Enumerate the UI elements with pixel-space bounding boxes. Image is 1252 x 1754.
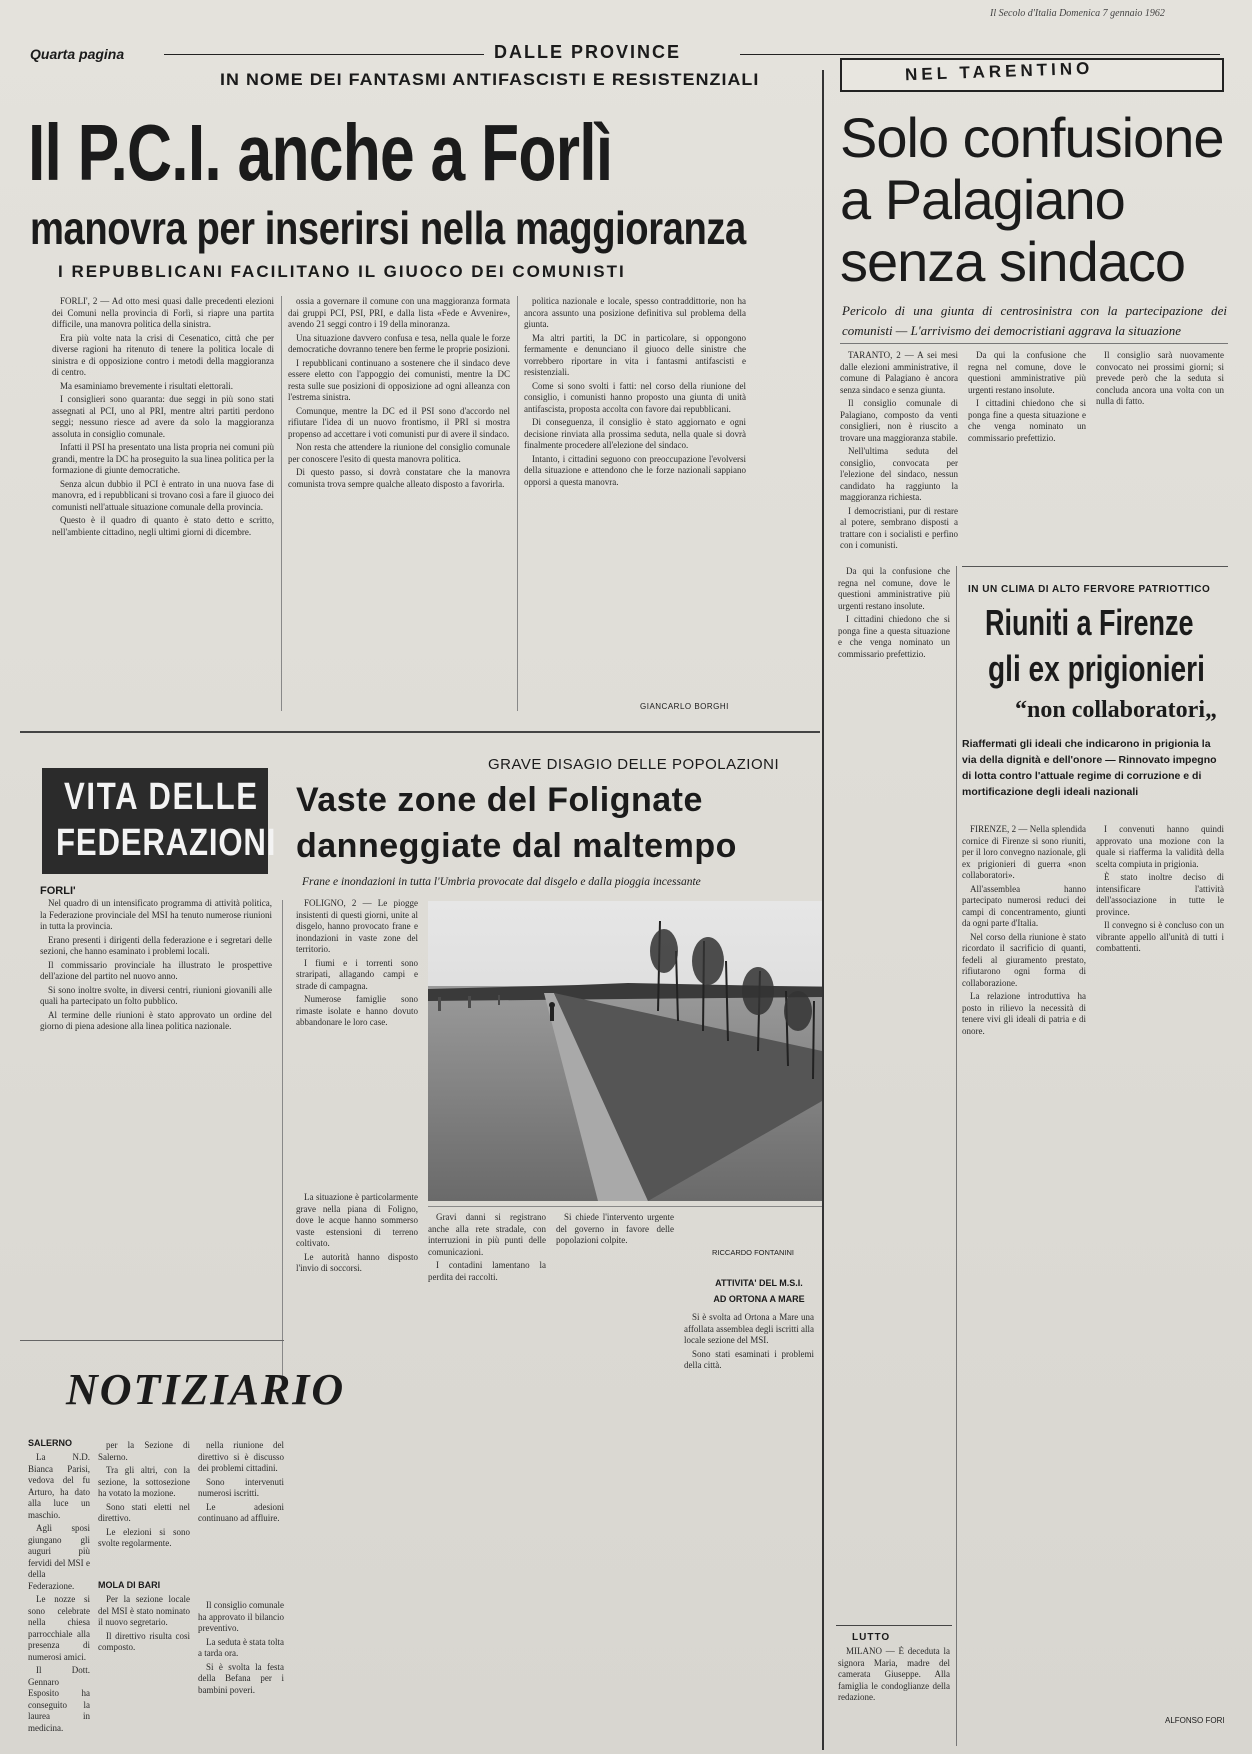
horizontal-divider (20, 731, 820, 733)
paragraph: La relazione introduttiva ha posto in rilievo la necessità di tenere vivi gli ideali di patria e di onore. (962, 991, 1086, 1036)
firenze-byline: ALFONSO FORI (1165, 1716, 1225, 1725)
paragraph: Nel corso della riunione è stato ricordato il sacrificio di quanti, fedeli al giuramento prestato, rifiutarono ogni forma di collaborazione. (962, 931, 1086, 988)
foligno-column-2 (428, 1212, 546, 1732)
paragraph: Come si sono svolti i fatti: nel corso della riunione del consiglio, i comunisti hanno proposto una giunta di unità antifascista, proposta accolta con favore dai repubblicani. (524, 380, 746, 414)
notiziario-title: NOTIZIARIO (66, 1365, 346, 1414)
masthead-date: Il Secolo d'Italia Domenica 7 gennaio 1962 (990, 8, 1165, 19)
paragraph: Il Dott. Gennaro Esposito ha conseguito la laurea in medicina. (28, 1665, 90, 1733)
paragraph: Da qui la confusione che regna nel comune, dove le questioni amministrative più urgenti restano insolute. (968, 350, 1086, 395)
paragraph: Il direttivo risulta così composto. (98, 1630, 190, 1652)
paragraph: La seduta è stata tolta a tarda ora. (198, 1636, 284, 1658)
notiziario-city-1: SALERNO (28, 1438, 73, 1448)
paragraph: Questo è il quadro di quanto è stato detto e scritto, nell'ambiente cittadino, negli ultimi giorni di dicembre. (52, 515, 274, 537)
page-vertical-divider (822, 70, 824, 1750)
firenze-column-2 (1096, 824, 1224, 1704)
paragraph: Infatti il PSI ha presentato una lista propria nei comuni più grandi, mentre la DC ha proseguito la sua linea politica per la formazione di giunte democratiche. (52, 442, 274, 475)
paragraph: TARANTO, 2 — A sei mesi dalle elezioni amministrative, il comune di Palagiano è ancora senza sindaco e senza giunta. (840, 350, 958, 395)
header-rule-left (164, 54, 484, 55)
paragraph: Nel quadro di un intensificato programma di attività politica, la Federazione provinciale del MSI ha tenuto numerose riunioni in tutta la provincia. (40, 898, 272, 931)
lutto-title: LUTTO (852, 1632, 891, 1643)
paragraph: Sono stati eletti nel direttivo. (98, 1501, 190, 1523)
notiziario-city-2: MOLA DI BARI (98, 1580, 161, 1590)
foligno-headline-1: Vaste zone del Folignate (296, 781, 703, 819)
notiziario-rule (20, 1340, 284, 1341)
header-rule-right (740, 54, 1220, 55)
forli-column-1 (52, 296, 274, 711)
federazioni-banner-line-2: FEDERAZIONI (56, 822, 277, 864)
paragraph: La situazione è particolarmente grave nella piana di Foligno, dove le acque hanno sommerso vaste estensioni di terreno coltivato. (296, 1192, 418, 1248)
paragraph: Le elezioni si sono svolte regolarmente. (98, 1526, 190, 1548)
paragraph: Nell'ultima seduta del consiglio, convocata per l'elezione del sindaco, nessun candidato ha raggiunto la maggioranza richiesta. (840, 446, 958, 502)
foligno-column-1-cont (296, 1192, 418, 1732)
notiziario-column-2 (98, 1440, 190, 1570)
paragraph: All'assemblea hanno partecipato numerosi reduci dei campi di concentramento, giunti da ogni parte d'Italia. (962, 883, 1086, 928)
paragraph: per la Sezione di Salerno. (98, 1440, 190, 1462)
paragraph: Ma esaminiamo brevemente i risultati elettorali. (60, 380, 233, 391)
federazioni-city: FORLI' (40, 885, 76, 897)
column-divider (282, 900, 283, 1380)
paragraph: Non resta che attendere la riunione del consiglio comunale per conoscere l'esito di questa manovra politica. (288, 442, 510, 464)
federazioni-column (40, 898, 272, 1328)
foligno-headline-2: danneggiate dal maltempo (296, 827, 737, 865)
paragraph: Il consiglio sarà nuovamente convocato nei prossimi giorni; si prevede però che la seduta si concluda ancora una volta con un nulla di fatto. (1096, 350, 1224, 406)
paragraph: Si sono inoltre svolte, in diversi centri, riunioni giovanili alle quali ha partecipato un folto pubblico. (40, 984, 272, 1006)
federazioni-banner (42, 768, 277, 874)
paragraph: Il convegno si è concluso con un vibrante appello all'unità di tutti i combattenti. (1096, 920, 1224, 953)
forli-column-2 (288, 296, 510, 711)
paragraph: Al termine delle riunioni è stato approvato un ordine del giorno di piena adesione alla linea politica nazionale. (40, 1009, 272, 1031)
paragraph: politica nazionale e locale, spesso contraddittorie, non ha ancora assunto una posizione definitiva sul problema della giunta. (524, 296, 746, 329)
paragraph: Si è svolta la festa della Befana per i bambini poveri. (198, 1661, 284, 1695)
msi-note-column (684, 1312, 814, 1732)
section-title: DALLE PROVINCE (494, 42, 682, 62)
flood-photo (428, 901, 822, 1201)
taranto-headline-3: senza sindaco (840, 230, 1186, 293)
foligno-deck: Frane e inondazioni in tutta l'Umbria provocate dal disgelo e dalla pioggia incessante (302, 876, 701, 888)
paragraph: Per la sezione locale del MSI è stato nominato il nuovo segretario. (98, 1594, 190, 1627)
paragraph: Di questo passo, si dovrà constatare che la manovra comunista trova sempre qualche alleato disposto a favorirla. (288, 467, 510, 489)
msi-note-title-2: AD ORTONA A MARE (713, 1294, 805, 1304)
paragraph: Le nozze si sono celebrate nella chiesa parrocchiale alla presenza di numerosi amici. (28, 1594, 90, 1662)
taranto-headline-2: a Palagiano (840, 168, 1125, 231)
paragraph: Sono intervenuti numerosi iscritti. (198, 1476, 284, 1498)
foligno-kicker: GRAVE DISAGIO DELLE POPOLAZIONI (488, 756, 780, 773)
paragraph: Numerose famiglie sono rimaste isolate e hanno dovuto abbandonare le loro case. (296, 994, 418, 1027)
paragraph: Agli sposi giungano gli auguri più fervidi del MSI e della Federazione. (28, 1523, 90, 1591)
paragraph: Il commissario provinciale ha illustrato le prospettive dell'azione del partito nel nuovo anno. (40, 959, 272, 981)
paragraph: Intanto, i cittadini seguono con preoccupazione l'evolversi della situazione e attendono che le forze nazionali sappiano opporsi a questa manovra. (524, 453, 746, 487)
notiziario-column-4 (198, 1600, 284, 1740)
forli-deck: I REPUBBLICANI FACILITANO IL GIUOCO DEI COMUNISTI (58, 262, 626, 281)
paragraph: Erano presenti i dirigenti della federazione e i segretari delle sezioni, che hanno esaminato i problemi locali. (40, 934, 272, 956)
firenze-headline-3: “non collaboratori„ (1015, 697, 1217, 723)
forli-kicker: IN NOME DEI FANTASMI ANTIFASCISTI E RESISTENZIALI (220, 70, 760, 89)
paragraph: Da qui la confusione che regna nel comune, dove le questioni amministrative più urgenti restano insolute. (838, 566, 950, 611)
taranto-deck: Pericolo di una giunta di centrosinistra con la partecipazione dei comunisti — L'arrivismo dei democristiani aggrava la situazione (842, 303, 1227, 338)
paragraph: Ma altri partiti, la DC in particolare, si oppongono fermamente e denunciano il giuoco delle sinistre che vorrebbero riportare in vita i fantasmi antifascisti e resistenziali. (524, 332, 746, 377)
foligno-byline: RICCARDO FONTANINI (712, 1248, 794, 1257)
taranto-column-1 (840, 350, 958, 550)
paragraph: ossia a governare il comune con una maggioranza formata dai gruppi PCI, PSI, PRI, e dalla lista «Fede e Avvenire», avendo 21 seggi contro i 19 della minoranza. (288, 296, 510, 329)
paragraph: Tra gli altri, con la sezione, la sottosezione ha votato la mozione. (98, 1465, 190, 1498)
column-divider (956, 566, 957, 1746)
paragraph: I convenuti hanno quindi approvato una mozione con la quale si riafferma la validità della scelta compiuta in prigionia. (1096, 824, 1224, 869)
paragraph: MILANO — È deceduta la signora Maria, madre del camerata Giuseppe. Alla famiglia le condoglianze della redazione. (838, 1646, 950, 1702)
taranto-headline-1: Solo confusione (840, 106, 1224, 169)
paragraph: Gravi danni si registrano anche alla rete stradale, con interruzioni in più punti delle comunicazioni. (428, 1212, 546, 1257)
paragraph: I democristiani, pur di restare al potere, sembrano disposti a trattare con i socialisti e perfino con i comunisti. (840, 505, 958, 550)
forli-column-3 (524, 296, 746, 696)
firenze-deck: Riaffermati gli ideali che indicarono in prigionia la via della dignità e dell'onore — Rinnovato impegno di lotta contro l'attuale regime di corruzione e di mortificazione degli ideali nazionali (962, 738, 1217, 798)
paragraph: nella riunione del direttivo si è discusso dei problemi cittadini. (198, 1440, 284, 1473)
msi-note-title-1: ATTIVITA' DEL M.S.I. (715, 1278, 803, 1288)
page-label: Quarta pagina (30, 46, 125, 62)
forli-byline: GIANCARLO BORGHI (640, 702, 729, 711)
paragraph: Comunque, mentre la DC ed il PSI sono d'accordo nel rifiutare l'idea di un nuovo frontismo, il PRI si mostra propenso ad accettare i voti comunisti pur di avere il sindaco. (288, 405, 510, 439)
paragraph: Senza alcun dubbio il PCI è entrato in una nuova fase di manovra, ed i repubblicani si trovano così a fare il giuoco dei comunisti nell'attuale situazione comunale della provincia. (52, 478, 274, 512)
paragraph: I cittadini chiedono che si ponga fine a questa situazione e che venga nominato un commissario prefettizio. (838, 614, 950, 659)
paragraph: Sono stati esaminati i problemi della città. (684, 1348, 814, 1370)
forli-headline: Il P.C.I. anche a Forlì (28, 108, 613, 197)
paragraph: I cittadini chiedono che si ponga fine a questa situazione e che venga nominato un commissario prefettizio. (968, 398, 1086, 443)
paragraph: Il consiglio comunale di Palagiano, composto da venti consiglieri, non è riuscito a trovare una maggioranza stabile. (840, 398, 958, 443)
paragraph: Si è svolta ad Ortona a Mare una affollata assemblea degli iscritti alla locale sezione del MSI. (684, 1312, 814, 1345)
taranto-column-3 (1096, 350, 1224, 540)
paragraph: La N.D. Bianca Parisi, vedova del fu Arturo, ha dato alla luce un maschio. (28, 1452, 90, 1520)
paragraph: Il consiglio comunale ha approvato il bilancio preventivo. (198, 1600, 284, 1633)
taranto-tag: NEL TARENTINO (904, 58, 1094, 85)
firenze-top-rule (962, 566, 1228, 567)
paragraph: I contadini lamentano la perdita dei raccolti. (428, 1260, 546, 1282)
paragraph: FOLIGNO, 2 — Le piogge insistenti di questi giorni, unite al disgelo, hanno provocato frane e inondazioni in vaste zone del territorio. (296, 898, 418, 954)
firenze-kicker: IN UN CLIMA DI ALTO FERVORE PATRIOTTICO (968, 584, 1211, 595)
federazioni-banner-line-1: VITA DELLE (64, 776, 259, 818)
photo-underline (428, 1206, 822, 1207)
firenze-headline-1: Riuniti a Firenze (985, 602, 1194, 643)
taranto-column-2 (968, 350, 1086, 550)
paragraph: I fiumi e i torrenti sono straripati, allagando campi e strade di campagna. (296, 957, 418, 991)
flood-photo-image (428, 901, 822, 1201)
taranto-rule (840, 343, 1228, 344)
forli-subheadline: manovra per inserirsi nella maggioranza (30, 202, 746, 254)
firenze-column-1 (962, 824, 1086, 1704)
column-divider (517, 296, 518, 711)
notiziario-column-1 (28, 1452, 90, 1742)
paragraph: I repubblicani continuano a sostenere che il sindaco deve essere eletto con l'appoggio dei comunisti, mentre la DC resta sulle sue posizioni di opposizione ad ogni alleanza con l'estrema sinistra. (288, 357, 510, 402)
lutto-text (838, 1646, 950, 1746)
paragraph: Le adesioni continuano ad affluire. (198, 1501, 284, 1523)
lutto-rule (836, 1625, 952, 1626)
foligno-column-1 (296, 898, 418, 1188)
paragraph: È stato inoltre deciso di intensificare l'attività dell'associazione in tutte le province. (1096, 872, 1224, 917)
paragraph: Le autorità hanno disposto l'invio di soccorsi. (296, 1251, 418, 1273)
firenze-headline-2: gli ex prigionieri (988, 648, 1205, 689)
paragraph: Di conseguenza, il consiglio è stato aggiornato e ogni decisione rinviata alla prossima seduta, nella quale si dovrà finalmente procedere all'elezione del sindaco. (524, 417, 746, 450)
paragraph: FIRENZE, 2 — Nella splendida cornice di Firenze si sono riuniti, per il loro convegno nazionale, gli ex prigionieri di guerra «non collaboratori». (962, 824, 1086, 880)
paragraph: I consiglieri sono quaranta: due seggi in più sono stati assegnati al PCI, uno al PRI, mentre altri partiti perdono seggi; nessuno riesce ad avere da solo la maggioranza assoluta in consiglio comunale. (52, 394, 274, 439)
column-divider (281, 296, 282, 711)
foligno-column-3 (556, 1212, 674, 1732)
paragraph: FORLI', 2 — Ad otto mesi quasi dalle precedenti elezioni dei Comuni nella provincia di Forlì, si riapre una partita difficile, una manovra politica della sinistra. (52, 296, 274, 329)
paragraph: Era più volte nata la crisi di Cesenatico, città che per diverse ragioni ha ritenuto di tenere la politica locale di sinistra e di opposizione contro i metodi della maggioranza di centro. (52, 332, 274, 377)
notiziario-column-2b (98, 1594, 190, 1744)
paragraph: Si chiede l'intervento urgente del governo in favore delle popolazioni colpite. (556, 1212, 674, 1245)
paragraph: Una situazione davvero confusa e tesa, nella quale le forze democratiche dovranno tenere ben ferme le proprie posizioni. (288, 332, 510, 354)
middle-right-column (838, 566, 950, 1606)
